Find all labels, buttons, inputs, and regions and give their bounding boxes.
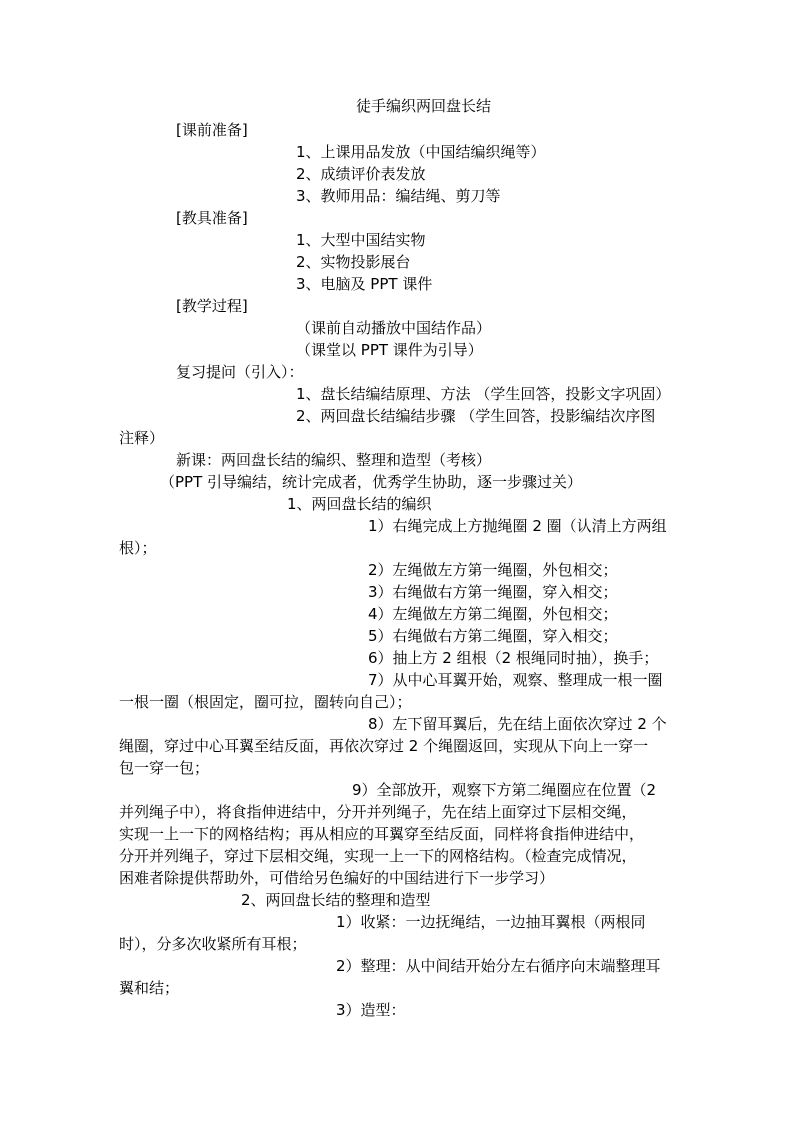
step-line: 翼和结； [119, 979, 180, 997]
step-line: 2）整理：从中间结开始分左右循序向末端整理耳 [336, 957, 661, 975]
step-line: 3）造型： [336, 1001, 406, 1019]
text-line: （课堂以 PPT 课件为引导） [296, 341, 483, 359]
step-line: 实现一上一下的网格结构；再从相应的耳翼穿至结反面，同样将食指伸进结中， [119, 825, 645, 843]
step-line: 并列绳子中），将食指伸进结中，分开并列绳子，先在结上面穿过下层相交绳， [119, 803, 637, 821]
text-line: 2、成绩评价表发放 [296, 165, 426, 183]
step-line: 分开并列绳子，穿过下层相交绳，实现一上一下的网格结构。（检查完成情况， [119, 847, 637, 865]
step-line: 一根一圈（根固定，圈可拉，圈转向自己）； [119, 693, 412, 711]
text-line: 注释） [119, 429, 165, 447]
step-line: 5）右绳做右方第二绳圈，穿入相交； [368, 627, 618, 645]
step-line: 根）； [119, 539, 157, 557]
text-line: 1、大型中国结实物 [296, 231, 426, 249]
step-line: 包一穿一包； [119, 759, 210, 777]
text-line: 3、教师用品：编结绳、剪刀等 [296, 187, 501, 205]
text-line: 1、上课用品发放（中国结编织绳等） [296, 143, 546, 161]
text-line: 新课：两回盘长结的编织、整理和造型（考核） [176, 451, 492, 469]
step-line: 2）左绳做左方第一绳圈，外包相交； [368, 561, 618, 579]
step-line: 3）右绳做右方第一绳圈，穿入相交； [368, 583, 618, 601]
step-line: 7）从中心耳翼开始，观察、整理成一根一圈 [368, 671, 663, 689]
step-line: 6）抽上方 2 组根（2 根绳同时抽），换手； [368, 649, 659, 667]
section-heading-pre-class: [课前准备] [176, 121, 248, 139]
subsection-heading-weaving: 1、两回盘长结的编织 [287, 495, 432, 513]
text-line: 2、实物投影展台 [296, 253, 411, 271]
text-line: （PPT 引导编结，统计完成者，优秀学生协助，逐一步骤过关） [160, 473, 583, 491]
text-line: 复习提问（引入）： [176, 363, 304, 381]
step-line: 1）右绳完成上方抛绳圈 2 圈（认清上方两组 [368, 517, 667, 535]
section-heading-teaching-aids: [教具准备] [176, 209, 248, 227]
step-line: 8）左下留耳翼后，先在结上面依次穿过 2 个 [368, 715, 667, 733]
step-line: 时），分多次收紧所有耳根； [119, 935, 307, 953]
document-title: 徒手编织两回盘长结 [356, 97, 492, 115]
subsection-heading-finishing: 2、两回盘长结的整理和造型 [241, 891, 431, 909]
step-line: 困难者除提供帮助外，可借给另色编好的中国结进行下一步学习） [119, 869, 555, 887]
text-line: 3、电脑及 PPT 课件 [296, 275, 433, 293]
step-line: 1）收紧：一边抚绳结，一边抽耳翼根（两根同 [336, 913, 646, 931]
text-line: （课前自动播放中国结作品） [296, 319, 492, 337]
step-line: 绳圈，穿过中心耳翼至结反面，再依次穿过 2 个绳圈返回，实现从下向上一穿一 [119, 737, 649, 755]
text-line: 1、盘长结编结原理、方法 （学生回答，投影文字巩固） [296, 385, 671, 403]
step-line: 9）全部放开，观察下方第二绳圈应在位置（2 [352, 781, 657, 799]
text-line: 2、两回盘长结编结步骤 （学生回答，投影编结次序图 [296, 407, 656, 425]
step-line: 4）左绳做左方第二绳圈，外包相交； [368, 605, 618, 623]
section-heading-teaching-process: [教学过程] [176, 297, 248, 315]
